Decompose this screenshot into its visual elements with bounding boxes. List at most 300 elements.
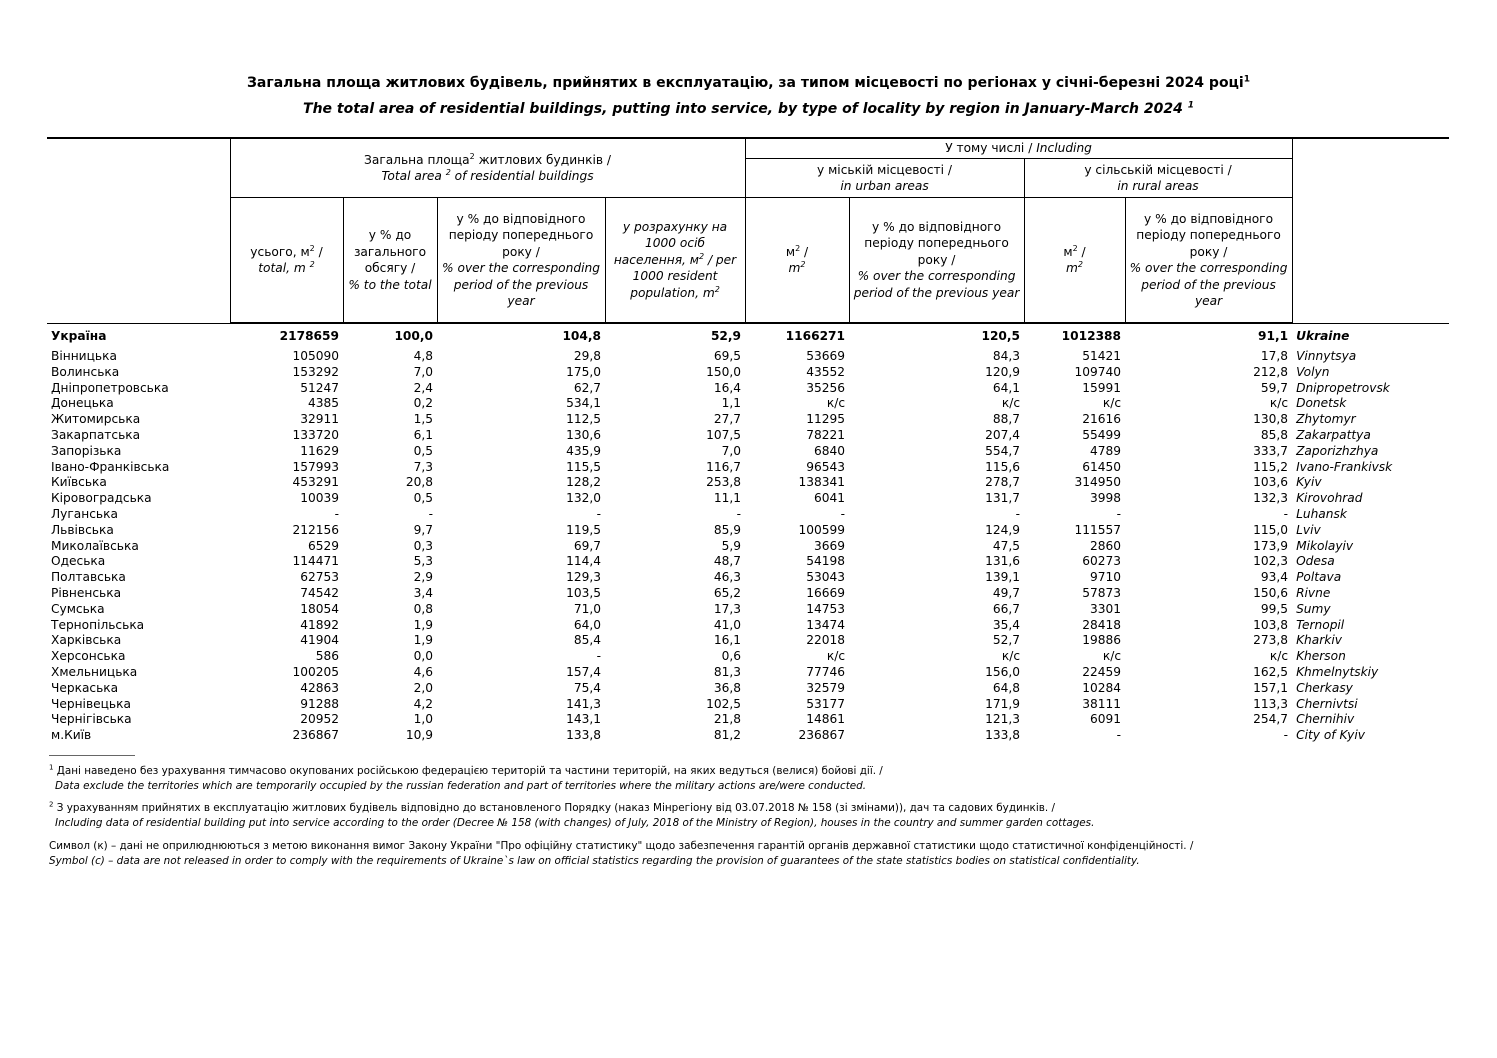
- cell-urban-prev: 156,0: [985, 664, 1021, 679]
- table-row: [47, 728, 1449, 744]
- cell-total: 212156: [292, 522, 339, 537]
- cell-rural-m2: 61450: [1082, 459, 1122, 474]
- cell-urban-m2: 32579: [806, 680, 846, 695]
- cell-urban-m2: 13474: [806, 617, 846, 632]
- region-name-uk: Луганська: [51, 506, 118, 521]
- cell-share: 3,4: [413, 585, 433, 600]
- table-row: [47, 491, 1449, 507]
- cell-prev: 435,9: [566, 443, 601, 458]
- cell-urban-prev: к/с: [1001, 649, 1021, 664]
- cell-urban-m2: 96543: [806, 459, 846, 474]
- cell-share: 9,7: [413, 522, 433, 537]
- region-name-uk: Чернігівська: [51, 712, 132, 727]
- table-row: [47, 554, 1449, 570]
- cell-urban-prev: к/с: [1001, 396, 1021, 411]
- cell-rural-prev: 115,0: [1253, 522, 1289, 537]
- cell-rural-m2: 4789: [1090, 443, 1122, 458]
- cell-prev: 62,7: [573, 380, 601, 395]
- cell-urban-m2: -: [840, 506, 846, 521]
- cell-share: 1,0: [413, 712, 433, 727]
- region-name-en: Ternopil: [1296, 617, 1345, 632]
- region-name-uk: Чернівецька: [51, 696, 131, 711]
- region-name-en: Donetsk: [1296, 396, 1347, 411]
- cell-total: 62753: [300, 570, 339, 585]
- cell-prev: 119,5: [566, 522, 601, 537]
- cell-urban-prev: 64,8: [992, 680, 1021, 695]
- cell-total: 51247: [300, 380, 339, 395]
- cell-prev: 112,5: [566, 412, 601, 427]
- table-row: [47, 712, 1449, 728]
- region-name-en: Khmelnytskiy: [1296, 664, 1379, 679]
- table-row: [47, 523, 1449, 539]
- cell-share: -: [428, 506, 433, 521]
- cell-urban-prev: 115,6: [985, 459, 1021, 474]
- region-name-en: Vinnytsya: [1296, 349, 1357, 363]
- cell-rural-prev: к/с: [1269, 649, 1289, 664]
- cell-prev: 143,1: [566, 712, 601, 727]
- cell-prev: 130,6: [566, 427, 601, 442]
- header-urban: у міській місцевості / in urban areas: [745, 159, 1024, 198]
- cell-total: 11629: [300, 443, 339, 458]
- cell-total: 42863: [300, 680, 339, 695]
- cell-per1000: 52,9: [710, 329, 742, 343]
- cell-prev: 141,3: [566, 696, 601, 711]
- header-row-3: [47, 198, 1449, 324]
- region-name-uk: Донецька: [51, 396, 114, 411]
- cell-urban-m2: 6840: [814, 443, 846, 458]
- cell-total: 20952: [300, 712, 339, 727]
- table-row: [47, 633, 1449, 649]
- cell-urban-m2: 1166271: [785, 329, 846, 343]
- header-col-share: у % до загального обсягу / % to the total: [343, 198, 437, 324]
- cell-rural-prev: 273,8: [1253, 633, 1289, 648]
- cell-urban-m2: 78221: [806, 427, 846, 442]
- table-row: [47, 381, 1449, 397]
- region-name-en: Rivne: [1296, 585, 1331, 600]
- cell-prev: 29,8: [573, 349, 601, 363]
- cell-rural-prev: 150,6: [1253, 585, 1289, 600]
- cell-urban-prev: 554,7: [985, 443, 1021, 458]
- region-name-uk: Волинська: [51, 364, 120, 379]
- cell-total: 41904: [300, 633, 339, 648]
- cell-total: 453291: [292, 475, 339, 490]
- table-row: [47, 570, 1449, 586]
- cell-rural-prev: -: [1283, 728, 1289, 743]
- data-table: [47, 137, 1449, 744]
- cell-rural-m2: 109740: [1074, 364, 1122, 379]
- region-name-en: Ivano-Frankivsk: [1296, 459, 1393, 474]
- cell-rural-prev: 254,7: [1253, 712, 1289, 727]
- cell-per1000: 48,7: [713, 554, 742, 569]
- cell-rural-m2: 3301: [1090, 601, 1122, 616]
- cell-rural-m2: 15991: [1082, 380, 1122, 395]
- cell-share: 0,3: [413, 538, 433, 553]
- region-name-uk: Полтавська: [51, 570, 126, 585]
- region-name-uk: Вінницька: [51, 349, 117, 363]
- region-name-en: Kyiv: [1296, 475, 1322, 490]
- cell-urban-m2: 16669: [806, 585, 846, 600]
- region-name-uk: Одеська: [51, 554, 106, 569]
- cell-share: 0,0: [413, 649, 433, 664]
- cell-share: 0,5: [413, 443, 433, 458]
- header-region-en-blank: [1292, 138, 1449, 323]
- cell-prev: -: [596, 649, 601, 664]
- cell-rural-prev: 99,5: [1260, 601, 1289, 616]
- cell-prev: 69,7: [573, 538, 601, 553]
- header-col-urban-m2: $м^2$ / $m^2$: [745, 198, 849, 324]
- cell-urban-prev: 47,5: [992, 538, 1021, 553]
- cell-total: 236867: [292, 728, 339, 743]
- cell-rural-m2: 6091: [1090, 712, 1122, 727]
- header-col-urban-prev: у % до відповідного періоду попереднього року / % over the corresponding period of the previous year: [849, 198, 1024, 324]
- cell-total: 105090: [292, 349, 339, 363]
- header-col-prev: у % до відповідного періоду попереднього року / % over the corresponding period of the previous year: [437, 198, 605, 324]
- cell-urban-prev: 49,7: [992, 585, 1021, 600]
- cell-prev: 75,4: [573, 680, 601, 695]
- cell-prev: 104,8: [562, 329, 601, 343]
- cell-share: 2,9: [413, 570, 433, 585]
- region-name-uk: Київська: [51, 475, 107, 490]
- cell-share: 2,0: [413, 680, 433, 695]
- cell-rural-prev: 115,2: [1253, 459, 1289, 474]
- region-name-en: City of Kyiv: [1296, 728, 1365, 743]
- header-region-blank: [47, 138, 230, 323]
- region-name-en: Kirovohrad: [1296, 491, 1363, 506]
- cell-per1000: 16,4: [713, 380, 742, 395]
- cell-urban-prev: 133,8: [985, 728, 1021, 743]
- cell-prev: 133,8: [566, 728, 601, 743]
- cell-total: 41892: [300, 617, 339, 632]
- cell-total: 18054: [300, 601, 339, 616]
- region-name-uk: Рівненська: [51, 585, 122, 600]
- cell-prev: 129,3: [566, 570, 601, 585]
- cell-urban-prev: 139,1: [985, 570, 1021, 585]
- cell-per1000: 85,9: [713, 522, 742, 537]
- cell-per1000: 150,0: [706, 364, 742, 379]
- cell-rural-m2: 57873: [1082, 585, 1122, 600]
- cell-urban-prev: 120,5: [981, 329, 1021, 343]
- header-col-per1000: у розрахунку на 1000 осіб населення, $м^2$ / per 1000 resident population, $m^2$: [605, 198, 745, 324]
- cell-urban-prev: 131,7: [985, 491, 1021, 506]
- cell-rural-prev: 173,9: [1253, 538, 1289, 553]
- page-title-uk: Загальна площа житлових будівель, прийнятих в експлуатацію, за типом місцевості по регіонах у січні-березні 2024 році$^1$: [246, 74, 1250, 91]
- cell-total: 2178659: [279, 329, 339, 343]
- cell-share: 4,8: [413, 349, 433, 363]
- cell-share: 1,9: [413, 617, 433, 632]
- cell-total: 91288: [300, 696, 339, 711]
- cell-urban-prev: 52,7: [992, 633, 1021, 648]
- region-name-uk: Закарпатська: [51, 427, 141, 442]
- cell-urban-m2: 138341: [798, 475, 846, 490]
- region-name-uk: Кіровоградська: [51, 491, 152, 506]
- table-row: [47, 365, 1449, 381]
- cell-per1000: 27,7: [713, 412, 742, 427]
- cell-per1000: 46,3: [713, 570, 742, 585]
- region-name-en: Kherson: [1296, 649, 1346, 664]
- cell-prev: 157,4: [566, 664, 601, 679]
- cell-urban-m2: 236867: [798, 728, 846, 743]
- cell-share: 5,3: [413, 554, 433, 569]
- cell-per1000: 17,3: [713, 601, 742, 616]
- header-including: У тому числі / Including: [745, 138, 1292, 159]
- cell-prev: 128,2: [566, 475, 601, 490]
- cell-rural-prev: 17,8: [1260, 349, 1289, 363]
- table-row-total: [47, 323, 1449, 349]
- cell-urban-m2: 43552: [806, 364, 846, 379]
- cell-urban-prev: 121,3: [985, 712, 1021, 727]
- table-row: [47, 697, 1449, 713]
- region-name-uk: м.Київ: [51, 728, 92, 743]
- table-row: [47, 412, 1449, 428]
- cell-total: 32911: [300, 412, 339, 427]
- cell-rural-m2: 60273: [1082, 554, 1122, 569]
- cell-urban-prev: 207,4: [985, 427, 1021, 442]
- cell-share: 0,5: [413, 491, 433, 506]
- region-name-en: Odesa: [1296, 554, 1335, 569]
- region-name-en: Zaporizhzhya: [1296, 443, 1379, 458]
- footnote-2: $^2$ З урахуванням прийнятих в експлуатацію житлових будівель відповідно до встановленого Порядку (наказ Мінрегіону від 03.07.2018 № 158 (зі змінами)), дач та садових будинків. / Including data of residential building put into service according to the order (Decree № 158 (with changes) of July, 2018 of the Ministry of Region), houses in the country and summer garden cottages.: [49, 800, 1095, 829]
- cell-total: 4385: [307, 396, 339, 411]
- cell-per1000: 107,5: [706, 427, 742, 442]
- cell-rural-m2: 2860: [1090, 538, 1122, 553]
- region-name-en: Poltava: [1296, 570, 1342, 585]
- cell-total: -: [334, 506, 339, 521]
- cell-total: 153292: [292, 364, 339, 379]
- cell-urban-m2: 53177: [806, 696, 846, 711]
- cell-urban-m2: 53043: [806, 570, 846, 585]
- cell-prev: 175,0: [566, 364, 601, 379]
- cell-per1000: 5,9: [721, 538, 742, 553]
- cell-urban-m2: 14861: [806, 712, 846, 727]
- cell-per1000: 69,5: [713, 349, 742, 363]
- table-row: [47, 428, 1449, 444]
- region-name-uk: Херсонська: [51, 649, 126, 664]
- cell-urban-prev: 278,7: [985, 475, 1021, 490]
- footnote-1: $^1$ Дані наведено без урахування тимчасово окупованих російською федерацією територій та частини територій, на яких ведуться (велися) бойові дії. / Data exclude the territories which are temporarily occupied by the russian federation and part of territories where the military actions are/were conducted.: [49, 763, 883, 792]
- cell-per1000: 16,1: [713, 633, 742, 648]
- region-name-en: Chernivtsi: [1296, 696, 1358, 711]
- cell-urban-m2: к/с: [826, 649, 846, 664]
- cell-rural-m2: 19886: [1082, 633, 1122, 648]
- region-name-en: Luhansk: [1296, 506, 1347, 521]
- cell-prev: 132,0: [566, 491, 601, 506]
- cell-urban-prev: 171,9: [985, 696, 1021, 711]
- cell-share: 6,1: [413, 427, 433, 442]
- cell-share: 100,0: [394, 329, 433, 343]
- cell-rural-prev: -: [1283, 506, 1289, 521]
- table-row: [47, 665, 1449, 681]
- page-title-en: The total area of residential buildings, putting into service, by type of locality by region in January-March 2024 $^1$: [303, 100, 1194, 117]
- cell-rural-m2: 111557: [1074, 522, 1122, 537]
- cell-per1000: 81,3: [713, 664, 742, 679]
- cell-total: 114471: [292, 554, 339, 569]
- region-name-uk: Харківська: [51, 633, 122, 648]
- cell-rural-m2: 28418: [1082, 617, 1122, 632]
- region-name-uk: Івано-Франківська: [51, 459, 170, 474]
- table-row: [47, 507, 1449, 523]
- cell-rural-m2: 314950: [1074, 475, 1122, 490]
- region-name-uk: Миколаївська: [51, 538, 139, 553]
- region-name-en: Volyn: [1296, 364, 1330, 379]
- region-name-uk: Сумська: [51, 601, 105, 616]
- region-name-uk: Хмельницька: [51, 664, 138, 679]
- cell-urban-prev: 84,3: [992, 349, 1021, 363]
- cell-rural-prev: к/с: [1269, 396, 1289, 411]
- cell-prev: 64,0: [573, 617, 601, 632]
- cell-share: 0,2: [413, 396, 433, 411]
- table-row: [47, 396, 1449, 412]
- cell-per1000: 102,5: [706, 696, 742, 711]
- cell-share: 10,9: [405, 728, 433, 743]
- cell-urban-prev: 131,6: [985, 554, 1021, 569]
- table-row: [47, 681, 1449, 697]
- cell-total: 157993: [292, 459, 339, 474]
- cell-rural-m2: -: [1116, 728, 1122, 743]
- cell-rural-m2: к/с: [1102, 649, 1122, 664]
- cell-per1000: 253,8: [706, 475, 742, 490]
- cell-rural-m2: 3998: [1090, 491, 1122, 506]
- cell-per1000: 1,1: [721, 396, 742, 411]
- cell-share: 1,9: [413, 633, 433, 648]
- cell-share: 7,3: [413, 459, 433, 474]
- header-col-total: усього, $м^2$ / total, m $^2$: [230, 198, 343, 324]
- cell-urban-m2: 54198: [806, 554, 846, 569]
- cell-per1000: 7,0: [721, 443, 742, 458]
- cell-prev: -: [596, 506, 601, 521]
- cell-rural-m2: 22459: [1082, 664, 1122, 679]
- cell-rural-prev: 102,3: [1253, 554, 1289, 569]
- table-row: [47, 649, 1449, 665]
- cell-rural-prev: 130,8: [1253, 412, 1289, 427]
- region-name-en: Sumy: [1296, 601, 1331, 616]
- header-col-rural-prev: у % до відповідного періоду попереднього року / % over the corresponding period of the previous year: [1125, 198, 1292, 324]
- cell-rural-m2: 21616: [1082, 412, 1122, 427]
- cell-urban-m2: 35256: [806, 380, 846, 395]
- cell-per1000: -: [736, 506, 742, 521]
- cell-urban-m2: 22018: [806, 633, 846, 648]
- cell-total: 100205: [292, 664, 339, 679]
- cell-urban-prev: 124,9: [985, 522, 1021, 537]
- cell-share: 2,4: [413, 380, 433, 395]
- cell-rural-prev: 333,7: [1253, 443, 1289, 458]
- cell-share: 0,8: [413, 601, 433, 616]
- cell-urban-m2: 77746: [806, 664, 846, 679]
- cell-share: 20,8: [405, 475, 433, 490]
- table-row: [47, 444, 1449, 460]
- cell-rural-prev: 113,3: [1253, 696, 1289, 711]
- cell-rural-m2: 38111: [1082, 696, 1122, 711]
- cell-urban-m2: 6041: [814, 491, 846, 506]
- header-col-rural-m2: $м^2$ / $m^2$: [1024, 198, 1125, 324]
- region-name-en: Kharkiv: [1296, 633, 1342, 648]
- region-name-uk: Черкаська: [51, 680, 119, 695]
- table-row: [47, 586, 1449, 602]
- cell-urban-m2: 100599: [798, 522, 846, 537]
- cell-share: 1,5: [413, 412, 433, 427]
- cell-urban-prev: -: [1015, 506, 1021, 521]
- region-name-en: Mikolayiv: [1296, 538, 1354, 553]
- region-name-en: Cherkasy: [1296, 680, 1353, 695]
- cell-rural-prev: 103,8: [1253, 617, 1289, 632]
- cell-urban-m2: 11295: [806, 412, 846, 427]
- region-name-uk: Дніпропетровська: [51, 380, 169, 395]
- cell-rural-m2: -: [1116, 506, 1122, 521]
- cell-per1000: 11,1: [713, 491, 742, 506]
- header-rural: у сільській місцевості / in rural areas: [1024, 159, 1292, 198]
- cell-rural-prev: 157,1: [1253, 680, 1289, 695]
- cell-prev: 103,5: [566, 585, 601, 600]
- region-name-uk: Тернопільська: [51, 617, 145, 632]
- cell-per1000: 36,8: [713, 680, 742, 695]
- cell-prev: 71,0: [573, 601, 601, 616]
- cell-urban-m2: 3669: [814, 538, 846, 553]
- region-name-uk: Запорізька: [51, 443, 122, 458]
- cell-total: 6529: [307, 538, 339, 553]
- cell-urban-prev: 88,7: [992, 412, 1021, 427]
- cell-rural-prev: 162,5: [1253, 664, 1289, 679]
- cell-urban-m2: 14753: [806, 601, 846, 616]
- region-name-en: Chernihiv: [1296, 712, 1355, 727]
- cell-per1000: 65,2: [713, 585, 742, 600]
- region-name-uk: Україна: [51, 328, 107, 343]
- table-row: [47, 539, 1449, 555]
- region-name-en: Zakarpattya: [1296, 427, 1371, 442]
- region-name-en: Dnipropetrovsk: [1296, 380, 1390, 395]
- footnote-separator: [49, 755, 135, 756]
- region-name-uk: Львівська: [51, 522, 114, 537]
- cell-urban-prev: 64,1: [992, 380, 1021, 395]
- cell-prev: 114,4: [566, 554, 601, 569]
- table-row: [47, 602, 1449, 618]
- cell-urban-prev: 35,4: [992, 617, 1021, 632]
- cell-prev: 534,1: [566, 396, 601, 411]
- cell-rural-prev: 91,1: [1257, 329, 1289, 343]
- cell-rural-m2: 9710: [1090, 570, 1122, 585]
- cell-share: 4,2: [413, 696, 433, 711]
- header-total-area: Загальна площа$^2$ житлових будинків / Total area $^2$ of residential buildings: [230, 138, 745, 198]
- table-row: [47, 618, 1449, 634]
- cell-rural-m2: 10284: [1082, 680, 1122, 695]
- cell-rural-prev: 85,8: [1260, 427, 1289, 442]
- cell-prev: 85,4: [573, 633, 601, 648]
- table-row: [47, 475, 1449, 491]
- cell-rural-prev: 212,8: [1253, 364, 1289, 379]
- cell-rural-prev: 132,3: [1253, 491, 1289, 506]
- cell-total: 586: [315, 649, 339, 664]
- region-name-en: Lviv: [1296, 522, 1321, 537]
- cell-share: 4,6: [413, 664, 433, 679]
- cell-urban-m2: к/с: [826, 396, 846, 411]
- cell-per1000: 0,6: [721, 649, 742, 664]
- cell-urban-m2: 53669: [806, 349, 846, 363]
- cell-rural-prev: 93,4: [1260, 570, 1289, 585]
- region-name-en: Zhytomyr: [1296, 412, 1356, 427]
- table-row: [47, 460, 1449, 476]
- header-row-1: [47, 138, 1449, 159]
- cell-per1000: 41,0: [713, 617, 742, 632]
- cell-total: 10039: [300, 491, 339, 506]
- cell-rural-prev: 103,6: [1253, 475, 1289, 490]
- cell-rural-m2: 55499: [1082, 427, 1122, 442]
- footnote-3: Символ (к) – дані не оприлюднюються з метою виконання вимог Закону України "Про офіційну статистику" щодо забезпечення гарантій органів державної статистики щодо статистичної конфіденційності. / Symbol (c) – data are not released in order to comply with the requirements of Ukraine`s law on official statistics regarding the provision of guarantees of the state statistics bodies on statistical confidentiality.: [49, 840, 1194, 867]
- cell-per1000: 21,8: [713, 712, 742, 727]
- cell-per1000: 116,7: [706, 459, 742, 474]
- region-name-uk: Житомирська: [51, 412, 141, 427]
- cell-rural-prev: 59,7: [1260, 380, 1289, 395]
- table-row: [47, 349, 1449, 365]
- cell-per1000: 81,2: [713, 728, 742, 743]
- cell-urban-prev: 66,7: [992, 601, 1021, 616]
